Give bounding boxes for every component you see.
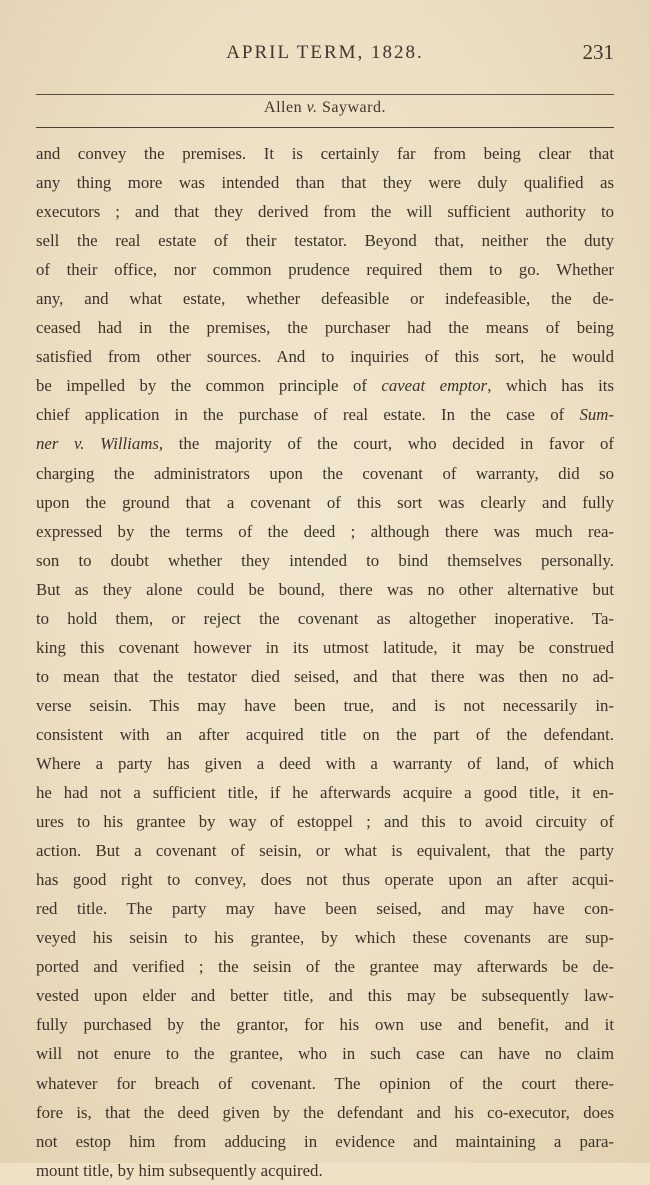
text-line [36, 720, 614, 749]
text-line [36, 371, 614, 400]
text-segment: consistent with an after acquired title on the part of the defendant. [36, 724, 614, 744]
text-line [36, 429, 614, 458]
text-segment: executors ; and that they derived from the will sufficient authority to [36, 202, 614, 222]
text-segment: chief application in the purchase of real estate. In the case of [36, 405, 580, 425]
text-line [36, 517, 614, 546]
text-segment: veyed his seisin to his grantee, by which these covenants are sup- [36, 928, 614, 948]
text-line [36, 1039, 614, 1068]
text-segment: the majority of the court, who decided in favor of [163, 434, 614, 454]
text-line [36, 459, 614, 488]
text-segment: and convey the premises. It is certainly far from being clear that [36, 144, 614, 163]
text-line [36, 952, 614, 981]
text-segment: any, and what estate, whether defeasible or indefeasible, the de- [36, 289, 614, 309]
text-line [36, 1127, 614, 1156]
text-segment: action. But a covenant of seisin, or what is equivalent, that the party [36, 841, 614, 861]
text-segment: satisfied from other sources. And to inquiries of this sort, he would [36, 347, 614, 367]
text-segment: red title. The party may have been seised, and may have con- [36, 899, 614, 919]
text-segment: ures to his grantee by way of estoppel ; and this to avoid circuity of [36, 812, 614, 832]
text-line [36, 807, 614, 836]
text-segment: , which has its [487, 376, 614, 396]
text-line [36, 662, 614, 691]
text-line [36, 546, 614, 575]
text-line [36, 197, 614, 226]
italic-text-segment: caveat emptor [381, 376, 488, 396]
text-segment: king this covenant however in its utmost latitude, it may be construed [36, 637, 614, 657]
text-segment: vested upon elder and better title, and this may be subsequently law- [36, 986, 614, 1006]
text-segment: verse seisin. This may have been true, and is not necessarily in- [36, 695, 614, 715]
text-line [36, 139, 614, 168]
text-segment: fore is, that the deed given by the defendant and his co-executor, does [36, 1102, 614, 1122]
body-text [36, 139, 614, 1185]
text-line [36, 168, 614, 197]
text-segment: will not enure to the grantee, who in such case can have no claim [36, 1044, 614, 1064]
text-segment: has good right to convey, does not thus operate upon an after acqui- [36, 870, 614, 890]
text-segment: fully purchased by the grantor, for his own use and benefit, and it [36, 1015, 614, 1035]
text-line [36, 604, 614, 633]
case-title-plaintiff: Allen [264, 99, 307, 116]
text-segment: ceased had in the premises, the purchaser had the means of being [36, 318, 614, 338]
text-line [36, 865, 614, 894]
text-segment: be impelled by the common principle of [36, 376, 382, 396]
text-line [36, 284, 614, 313]
text-line [36, 633, 614, 662]
text-segment: upon the ground that a covenant of this sort was clearly and fully [36, 492, 614, 512]
text-line [36, 1098, 614, 1127]
running-head [0, 38, 650, 68]
case-title [0, 99, 650, 117]
text-line [36, 778, 614, 807]
text-segment: any thing more was intended than that they were duly qualified as [36, 173, 614, 193]
text-line [36, 1010, 614, 1039]
header-rule-bottom [36, 127, 614, 128]
text-line [36, 255, 614, 284]
text-segment: But as they alone could be bound, there was no other alternative but [36, 579, 614, 599]
text-segment: expressed by the terms of the deed ; although there was much rea- [36, 521, 614, 541]
case-title-versus: v. [306, 99, 318, 116]
text-segment: to mean that the testator died seised, and that there was then no ad- [36, 666, 614, 686]
text-line [36, 1156, 614, 1185]
text-segment: he had not a sufficient title, if he afterwards acquire a good title, it en- [36, 783, 614, 803]
text-segment: ported and verified ; the seisin of the grantee may afterwards be de- [36, 957, 614, 977]
text-line [36, 691, 614, 720]
text-line [36, 400, 614, 429]
text-segment: not estop him from adducing in evidence and maintaining a para- [36, 1131, 614, 1151]
text-segment: mount title, by him subsequently acquired. [36, 1160, 323, 1180]
italic-text-segment: Sum- [579, 405, 614, 425]
text-line [36, 836, 614, 865]
text-line [36, 313, 614, 342]
term-heading: APRIL TERM, 1828. [226, 42, 424, 63]
text-segment: whatever for breach of covenant. The opinion of the court there- [36, 1073, 614, 1093]
italic-text-segment: ner v. Williams, [36, 434, 164, 454]
text-line [36, 981, 614, 1010]
case-title-defendant: Sayward. [317, 99, 386, 116]
text-line [36, 226, 614, 255]
text-segment: Where a party has given a deed with a warranty of land, of which [36, 753, 614, 773]
text-line [36, 923, 614, 952]
header-rule-top [36, 94, 614, 95]
text-line [36, 749, 614, 778]
text-segment: to hold them, or reject the covenant as altogether inoperative. Ta- [36, 608, 614, 628]
text-line [36, 894, 614, 923]
text-line [36, 575, 614, 604]
text-line [36, 488, 614, 517]
text-segment: charging the administrators upon the covenant of warranty, did so [36, 463, 614, 483]
page-number: 231 [582, 40, 614, 64]
text-line [36, 342, 614, 371]
text-segment: of their office, nor common prudence required them to go. Whether [36, 260, 614, 280]
text-line [36, 1069, 614, 1098]
text-segment: sell the real estate of their testator. Beyond that, neither the duty [36, 231, 614, 251]
text-segment: son to doubt whether they intended to bind themselves personally. [36, 550, 614, 570]
